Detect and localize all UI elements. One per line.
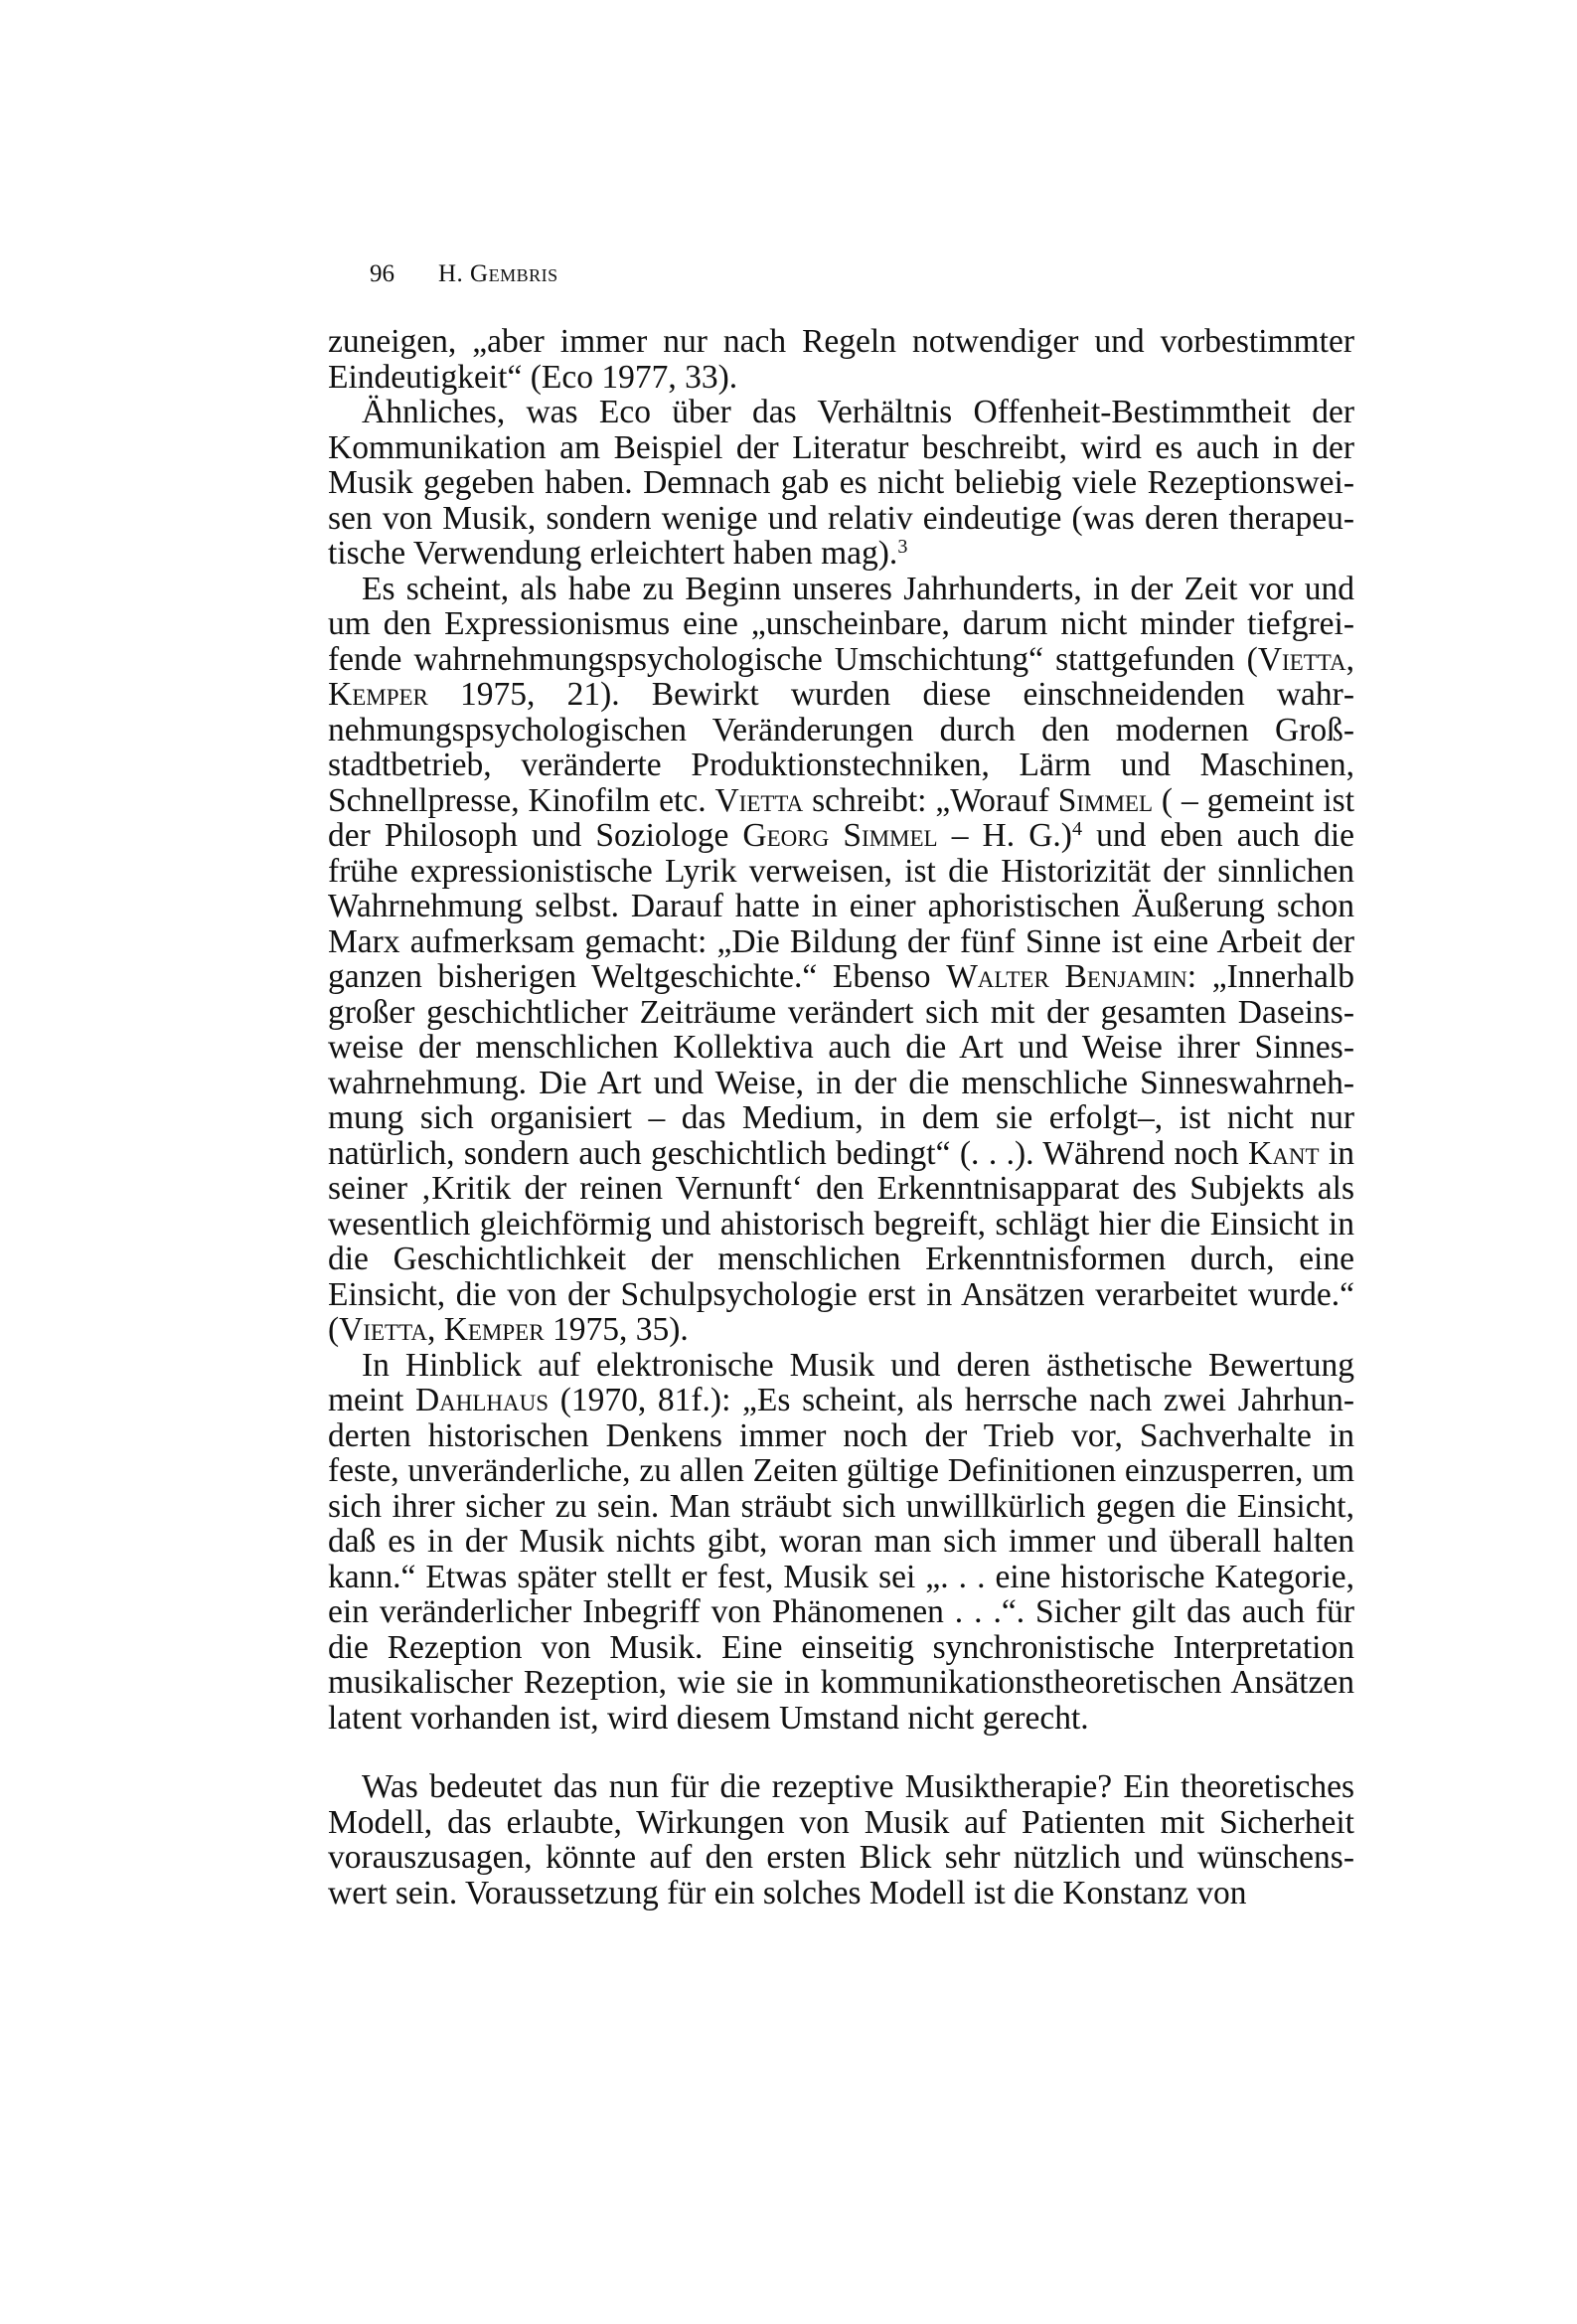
text-run: Was bedeutet das nun für die rezeptive Musiktherapie? Ein theoretisches Modell, das erlaubte, Wirkungen von Musik auf Patienten mit Sicherheit vorauszusagen, könnte auf den ersten Blick sehr nützlich und wünschenswert sein. Voraussetzung für ein solches Modell ist die Konstanz von <box>328 1768 1354 1911</box>
cited-name: Georg Simmel <box>742 817 938 854</box>
page-header <box>370 260 558 288</box>
text-run: Es scheint, als habe zu Beginn unseres Jahrhunderts, in der Zeit vor und um den Expressionismus eine „unscheinbare, darum nicht minder tiefgreifende wahrnehmungspsychologische Umschichtung“ stattgefunden ( <box>328 570 1354 678</box>
text-run: in seiner ‚Kritik der reinen Vernunft‘ den Erkenntnisapparat des Subjekts als wesentlich gleichförmig und ahistorisch begreift, schlägt hier die Einsicht in die Geschichtlichkeit der menschlichen Erkenntnisformen durch, eine Einsicht, die von der Schulpsychologie erst in Ansätzen verarbeitet wurde.“ ( <box>328 1134 1354 1348</box>
paragraph-p4 <box>328 1348 1354 1737</box>
running-head: H. Gembris <box>438 260 558 287</box>
text-run: : „Innerhalb großer geschichtlicher Zeiträume verändert sich mit der gesamten Daseinsweise der menschlichen Kollektiva auch die Art und Weise ihrer Sinneswahrnehmung. Die Art und Weise, in der die menschliche Sinneswahrnehmung sich organisiert – das Medium, in dem sie erfolgt–, ist nicht nur natürlich, sondern auch geschichtlich bedingt“ (. . .). Während noch <box>328 958 1354 1172</box>
text-run: zuneigen, „aber immer nur nach Regeln notwendiger und vorbestimmter Eindeutigkeit“ (Eco 1977, 33). <box>328 323 1354 396</box>
paragraph-p1 <box>328 324 1354 395</box>
text-run: und eben auch die frühe expressionistische Lyrik verweisen, ist die Historizität der sinnlichen Wahrnehmung selbst. Darauf hatte in einer aphoristischen Äußerung schon Marx aufmerksam gemacht: „Die Bildung der fünf Sinne ist eine Arbeit der ganzen bisherigen Weltgeschichte.“ Ebenso <box>328 817 1355 995</box>
text-run: In Hinblick auf elektronische Musik und deren ästhetische Bewertung meint <box>328 1346 1354 1418</box>
cited-name: Kemper <box>328 676 428 713</box>
paragraph-p5 <box>328 1769 1354 1910</box>
page-number: 96 <box>370 260 394 287</box>
cited-name: Vietta <box>1257 640 1346 678</box>
cited-name: Vietta <box>714 781 804 819</box>
text-run: ( – gemeint ist der Philosoph und Soziologe <box>328 781 1355 854</box>
text-run: (1970, 81f.): „Es scheint, als herrsche nach zwei Jahrhunderten historischen Denkens immer noch der Trieb vor, Sachverhalte in feste, unveränderliche, zu allen Zeiten gültige Definitionen einzusperren, um sich ihrer sicher zu sein. Man sträubt sich unwillkürlich gegen die Einsicht, daß es in der Musik nichts gibt, woran man sich immer und überall halten kann.“ Etwas später stellt er fest, Musik sei „. . . eine historische Kategorie, ein veränderlicher Inbegriff von Phänomenen . . .“. Sicher gilt das auch für die Rezeption von Musik. Eine einseitig synchronistische Interpretation musikalischer Rezeption, wie sie in kommunikationstheoretischen Ansätzen latent vorhanden ist, wird diesem Umstand nicht gerecht. <box>328 1382 1354 1737</box>
footnote-ref: 3 <box>897 535 908 558</box>
cited-name: Walter Benjamin <box>946 958 1187 995</box>
text-run: schreibt: „Worauf <box>803 781 1058 819</box>
cited-name: Dahlhaus <box>414 1382 550 1418</box>
text-run: – H. G.) <box>937 817 1072 854</box>
footnote-ref: 4 <box>1071 817 1082 840</box>
cited-name: Simmel <box>1057 781 1154 819</box>
text-run: 1975, 21). Bewirkt wurden diese einschneidenden wahrnehmungspsychologischen Veränderungen durch den modernen Großstadtbetrieb, veränderte Produktionstechniken, Lärm und Maschinen, Schnellpresse, Kinofilm etc. <box>328 676 1354 819</box>
text-run: 1975, 35). <box>544 1311 689 1348</box>
body-text <box>328 324 1354 1910</box>
paragraph-p2 <box>328 395 1354 572</box>
cited-name: Kemper <box>443 1311 545 1348</box>
text-run: Ähnliches, was Eco über das Verhältnis Offenheit-Bestimmtheit der Kommunikation am Beispiel der Literatur beschreibt, wird es auch in der Musik gegeben haben. Demnach gab es nicht beliebig viele Rezeptionsweisen von Musik, sondern wenige und relativ eindeutige (was deren therapeutische Verwendung erleichtert haben mag). <box>328 394 1354 572</box>
cited-name: Kant <box>1248 1134 1320 1172</box>
text-run: , <box>426 1311 444 1348</box>
cited-name: Vietta <box>339 1311 427 1348</box>
text-run: , <box>1345 640 1354 678</box>
paragraph-p3 <box>328 572 1354 1348</box>
